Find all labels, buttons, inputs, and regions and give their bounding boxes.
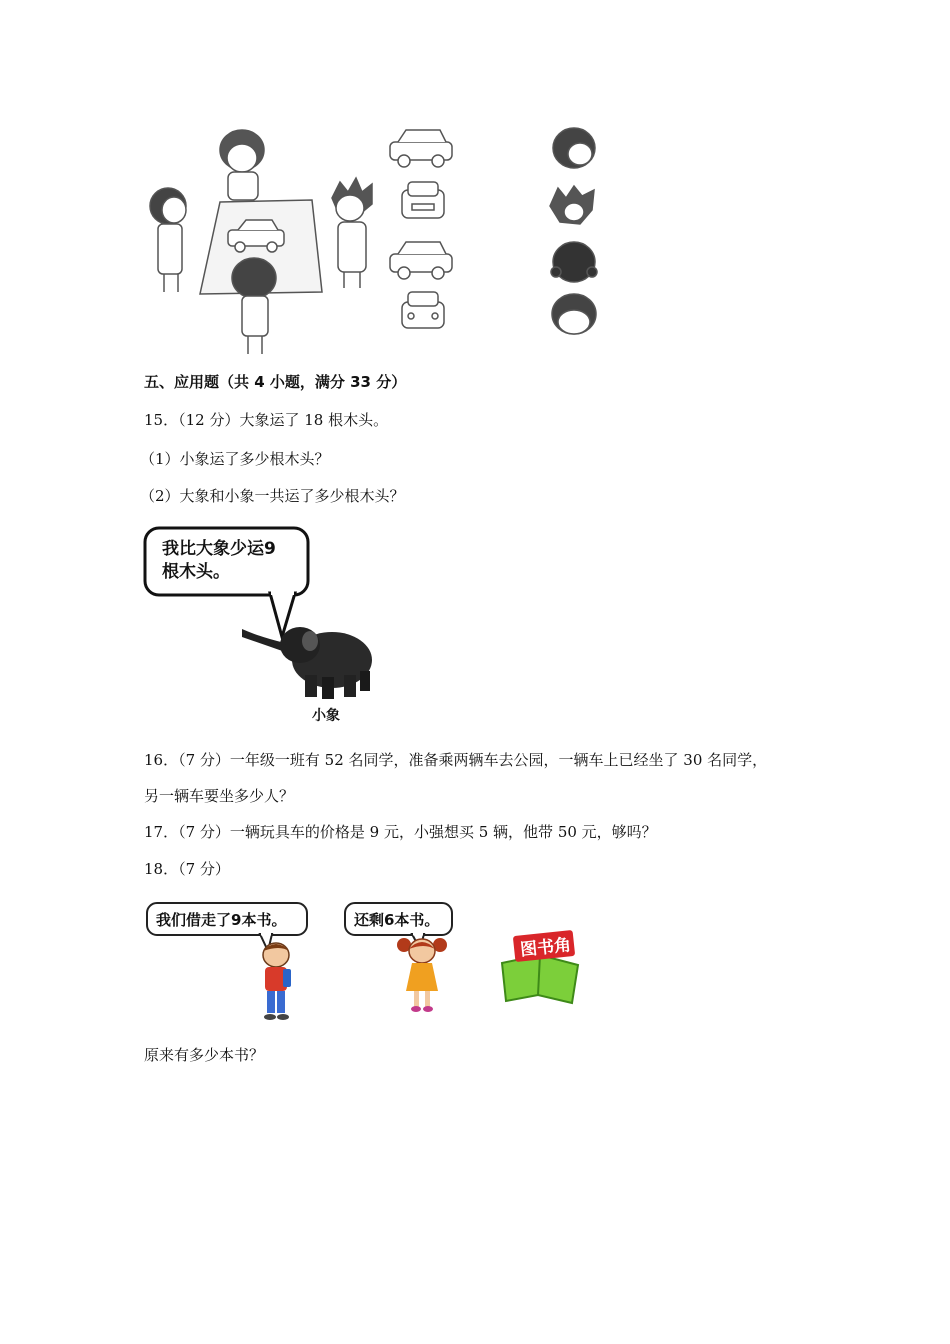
boy-speech-text: 我们借走了9本书。 xyxy=(156,911,287,929)
speech-line-2: 根木头。 xyxy=(162,562,230,582)
car-side-view-2-icon xyxy=(390,242,452,279)
girl-speech-text: 还剩6本书。 xyxy=(354,911,440,929)
head-view-1-icon xyxy=(553,128,595,168)
question-15-part-1: （1）小象运了多少根木头？ xyxy=(140,450,330,468)
baby-elephant-svg xyxy=(140,525,380,730)
question-16-line-1: 16．（7 分）一年级一班有 52 名同学，准备乘两辆车去公园，一辆车上已经坐了 30 名同学， xyxy=(144,751,768,769)
child-right-icon xyxy=(332,178,372,288)
observation-illustration-svg xyxy=(140,120,610,360)
question-16-line-2: 另一辆车要坐多少人？ xyxy=(144,787,295,805)
question-15-stem: 15．（12 分）大象运了 18 根木头。 xyxy=(144,411,389,429)
child-left-icon xyxy=(150,188,186,292)
baby-elephant-illustration xyxy=(140,525,380,730)
child-top-icon xyxy=(220,130,264,200)
library-corner-sign-text: 图书角 xyxy=(519,935,573,961)
question-17-stem: 17．（7 分）一辆玩具车的价格是 9 元，小强想买 5 辆，他带 50 元，够吗？ xyxy=(144,823,657,841)
library-corner-svg xyxy=(140,895,590,1030)
girl-icon xyxy=(397,938,447,1012)
elephant-icon xyxy=(242,627,372,699)
child-bottom-icon xyxy=(232,258,276,354)
boy-icon xyxy=(263,943,291,1020)
speech-line-1: 我比大象少运9 xyxy=(162,539,276,559)
car-back-view-icon xyxy=(402,182,444,218)
elephant-caption: 小象 xyxy=(312,708,340,724)
question-18-question: 原来有多少本书？ xyxy=(144,1046,265,1064)
head-view-2-icon xyxy=(550,186,594,224)
section-heading: 五、应用题（共 4 小题，满分 33 分） xyxy=(144,373,407,391)
library-corner-illustration xyxy=(140,895,590,1030)
question-15-part-2: （2）大象和小象一共运了多少根木头？ xyxy=(140,487,405,505)
library-corner-sign-icon xyxy=(502,930,578,1003)
car-side-view-icon xyxy=(390,130,452,167)
head-view-4-icon xyxy=(552,294,596,334)
head-view-3-icon xyxy=(551,242,597,282)
question-18-stem: 18．（7 分） xyxy=(144,860,230,878)
observation-illustration xyxy=(140,120,610,360)
car-front-view-icon xyxy=(402,292,444,328)
